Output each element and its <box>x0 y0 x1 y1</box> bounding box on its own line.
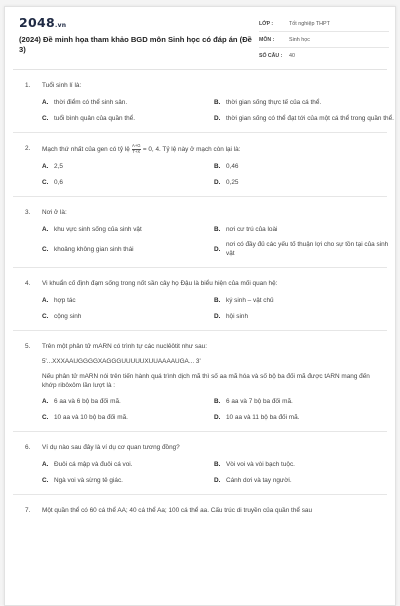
question-text: Trên một phân tử mARN có trình tự các nuclêôtit như sau: <box>42 343 207 351</box>
question-paragraph: Nếu phân tử mARN nói trên tiến hành quá trình dịch mã thì số aa mã hóa và số bộ ba đối mã được tARN mang đến khớp ribôxôm lần lượt là : <box>42 373 370 390</box>
question-number: 7. <box>25 507 31 515</box>
option-letter: A. <box>42 397 49 405</box>
question-number: 6. <box>25 444 31 452</box>
option-text: ký sinh – vật chủ <box>226 296 274 304</box>
question-list <box>5 70 395 524</box>
question-1 <box>13 70 394 133</box>
option-text: nơi có đầy đủ các yếu tố thuận lợi cho sự tồn tại của sinh vật <box>226 241 389 258</box>
option-b[interactable] <box>214 161 394 171</box>
option-text: 0,25 <box>226 178 239 186</box>
question-5 <box>13 331 387 432</box>
option-letter: C. <box>42 413 49 421</box>
option-text: nơi cư trú của loài <box>226 225 278 233</box>
question-text: Vi khuẩn cố định đạm sống trong nốt sần cây họ Đậu là biểu hiện của mối quan hệ: <box>42 280 278 288</box>
option-letter: B. <box>214 397 221 405</box>
question-number: 3. <box>25 209 31 217</box>
answer-options <box>25 97 394 123</box>
option-letter: C. <box>42 114 49 122</box>
option-a[interactable] <box>42 97 214 107</box>
option-c[interactable] <box>42 475 214 485</box>
question-number: 5. <box>25 343 31 351</box>
answer-options <box>25 295 381 321</box>
option-a[interactable] <box>42 161 214 171</box>
answer-options <box>25 224 389 258</box>
question-number: 2. <box>25 145 31 152</box>
option-text: khoảng không gian sinh thái <box>54 245 134 253</box>
answer-options <box>25 161 381 187</box>
meta-label: MÔN : <box>259 36 275 43</box>
option-text: cộng sinh <box>54 312 82 320</box>
page-header <box>5 7 395 69</box>
option-letter: A. <box>42 225 49 233</box>
option-text: 0,6 <box>54 178 63 186</box>
option-b[interactable] <box>214 295 394 305</box>
option-text: hội sinh <box>226 312 249 320</box>
question-text <box>42 144 381 154</box>
question-7 <box>13 495 387 524</box>
meta-label: LỚP : <box>259 20 274 27</box>
option-letter: B. <box>214 296 221 304</box>
option-d[interactable] <box>214 113 394 123</box>
option-text: khu vực sinh sống của sinh vật <box>54 225 142 233</box>
question-text-before: Mạch thứ nhất của gen có tỷ lệ <box>42 145 130 153</box>
option-c[interactable] <box>42 311 214 321</box>
question-4 <box>13 268 387 331</box>
meta-value: 40 <box>289 53 295 59</box>
option-c[interactable] <box>42 113 214 123</box>
option-a[interactable] <box>42 224 214 234</box>
option-d[interactable] <box>214 240 394 258</box>
option-d[interactable] <box>214 311 394 321</box>
logo-suffix: .vn <box>55 22 67 29</box>
question-text-after: = 0, 4. Tỷ lệ này ở mạch còn lại là: <box>142 145 241 153</box>
option-letter: D. <box>214 114 221 122</box>
option-a[interactable] <box>42 459 214 469</box>
question-text: Tuổi sinh lí là: <box>42 82 82 89</box>
option-text: 6 aa và 7 bộ ba đối mã. <box>226 397 293 405</box>
option-text: tuổi bình quân của quần thể. <box>54 114 136 122</box>
question-text: Ví dụ nào sau đây là ví dụ cơ quan tương đồng? <box>42 444 180 452</box>
option-letter: C. <box>42 245 49 253</box>
option-text: 10 aa và 10 bộ ba đối mã. <box>54 413 128 421</box>
logo-main: 2048 <box>19 15 55 30</box>
meta-row-count <box>259 48 389 64</box>
exam-meta <box>259 16 389 64</box>
question-3 <box>13 197 387 268</box>
option-text: Vòi voi và vòi bạch tuộc. <box>226 460 295 468</box>
option-letter: B. <box>214 98 221 106</box>
question-text: Nơi ở là: <box>42 209 67 217</box>
option-text: 10 aa và 11 bộ ba đối mã. <box>226 413 300 421</box>
option-text: 6 aa và 6 bộ ba đối mã. <box>54 397 121 405</box>
answer-options <box>25 459 381 485</box>
option-text: thời gian sống có thể đạt tới của một cá thể trong quần thể. <box>226 114 394 122</box>
meta-row-subject <box>259 32 389 48</box>
option-letter: D. <box>214 245 221 253</box>
option-letter: B. <box>214 162 221 170</box>
document-page <box>4 6 396 606</box>
option-letter: D. <box>214 312 221 320</box>
option-c[interactable] <box>42 240 214 258</box>
option-text: 0,46 <box>226 162 239 170</box>
question-6 <box>13 432 387 495</box>
option-text: Ngà voi và sừng tê giác. <box>54 476 123 484</box>
option-letter: C. <box>42 476 49 484</box>
option-letter: A. <box>42 460 49 468</box>
option-text: Đuôi cá mập và đuôi cá voi. <box>54 460 133 468</box>
question-number: 1. <box>25 82 31 89</box>
option-d[interactable] <box>214 475 394 485</box>
option-letter: C. <box>42 312 49 320</box>
option-letter: D. <box>214 476 221 484</box>
question-text: Một quần thể có 60 cá thể AA; 40 cá thể Aa; 100 cá thể aa. Cấu trúc di truyền của quần thể sau <box>42 507 313 515</box>
option-letter: D. <box>214 413 221 421</box>
option-c[interactable] <box>42 177 214 187</box>
option-a[interactable] <box>42 295 214 305</box>
option-letter: B. <box>214 225 221 233</box>
option-text: 2,5 <box>54 162 63 170</box>
option-letter: D. <box>214 178 221 186</box>
question-number: 4. <box>25 280 31 288</box>
option-c[interactable] <box>42 412 214 422</box>
option-text: thời gian sống thực tế của cá thể. <box>226 98 322 106</box>
meta-value: Tốt nghiệp THPT <box>289 20 330 27</box>
question-body <box>25 357 381 390</box>
option-text: Cánh dơi và tay người. <box>226 476 292 484</box>
option-letter: A. <box>42 162 49 170</box>
fraction-numerator: A+G <box>132 143 141 148</box>
option-a[interactable] <box>42 396 214 406</box>
option-b[interactable] <box>214 97 394 107</box>
option-b[interactable] <box>214 459 394 469</box>
meta-row-class <box>259 16 389 32</box>
option-text: thời điểm có thể sinh sản. <box>54 98 128 106</box>
option-letter: B. <box>214 460 221 468</box>
option-d[interactable] <box>214 412 394 422</box>
option-text: hợp tác <box>54 296 76 304</box>
option-letter: A. <box>42 98 49 106</box>
meta-value: Sinh học <box>289 36 310 43</box>
fraction-denominator: T+X <box>132 148 141 154</box>
answer-options <box>25 396 381 422</box>
document-title: (2024) Đề minh họa tham khảo BGD môn Sinh học có đáp án (Đề 3) <box>19 35 252 54</box>
ratio-fraction <box>132 144 142 154</box>
option-letter: A. <box>42 296 49 304</box>
mrna-sequence: 5'...XXXAAUGGGGXAGGGUUUUUXUUAAAAUGA... 3' <box>42 358 201 366</box>
option-b[interactable] <box>214 396 394 406</box>
meta-label: SỐ CÂU : <box>259 53 283 59</box>
option-letter: C. <box>42 178 49 186</box>
option-b[interactable] <box>214 224 394 234</box>
option-d[interactable] <box>214 177 394 187</box>
question-2 <box>13 133 387 197</box>
